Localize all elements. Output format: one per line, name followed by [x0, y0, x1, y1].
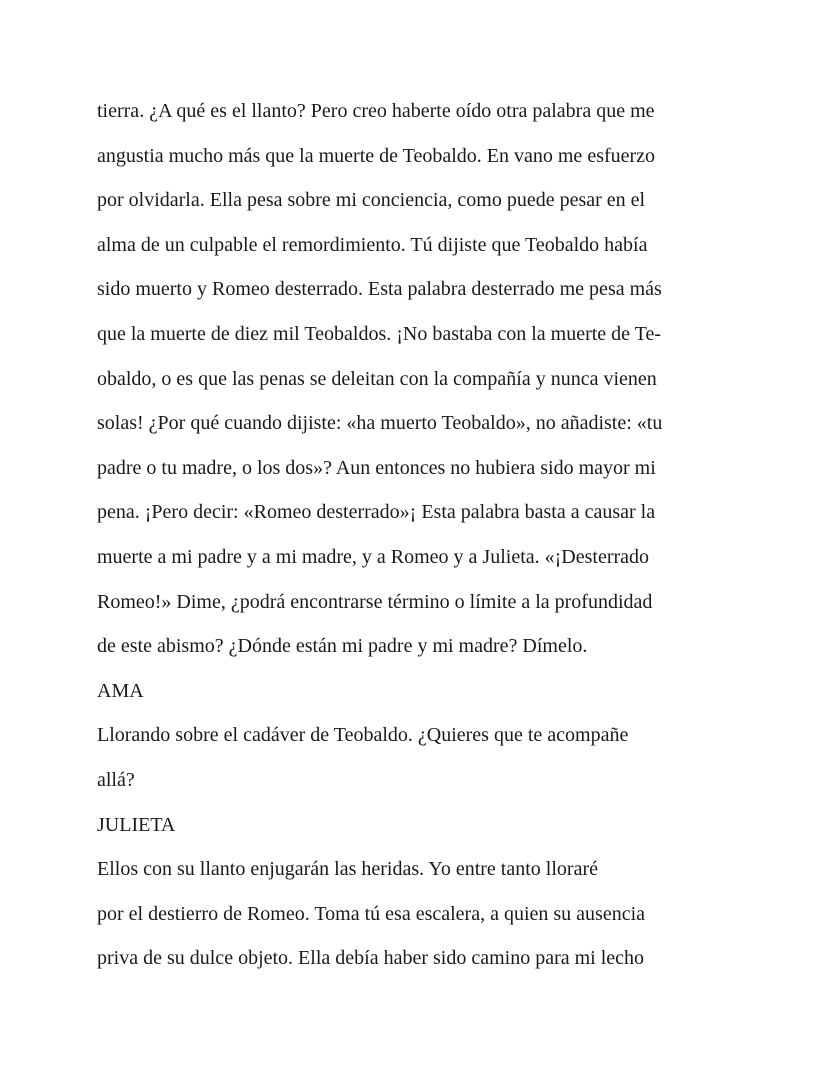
text-line-1: tierra. ¿A qué es el llanto? Pero creo haberte oído otra palabra que me: [97, 100, 655, 122]
text-line-15: Llorando sobre el cadáver de Teobaldo. ¿Quieres que te acompañe: [97, 724, 629, 747]
text-line-19: por el destierro de Romeo. Toma tú esa escalera, a quien su ausencia: [97, 902, 646, 925]
text-body: [97, 93, 787, 985]
speaker-name-ama: AMA: [97, 679, 144, 702]
text-line-20: priva de su dulce objeto. Ella debía haber sido camino para mi lecho: [97, 947, 645, 970]
text-line-5: sido muerto y Romeo desterrado. Esta palabra desterrado me pesa más: [97, 278, 662, 301]
speaker-name-julieta: JULIETA: [97, 813, 176, 836]
text-line-12: Romeo!» Dime, ¿podrá encontrarse término o límite a la profundidad: [97, 590, 653, 613]
text-line-13: de este abismo? ¿Dónde están mi padre y mi madre? Dímelo.: [97, 635, 588, 658]
text-line-3: por olvidarla. Ella pesa sobre mi conciencia, como puede pesar en el: [97, 189, 646, 212]
text-line-9: padre o tu madre, o los dos»? Aun entonces no hubiera sido mayor mi: [97, 456, 656, 479]
text-line-10: pena. ¡Pero decir: «Romeo desterrado»¡ Esta palabra basta a causar la: [97, 501, 656, 524]
text-line-11: muerte a mi padre y a mi madre, y a Romeo y a Julieta. «¡Desterrado: [97, 545, 650, 568]
text-line-18: Ellos con su llanto enjugarán las heridas. Yo entre tanto lloraré: [97, 858, 598, 881]
text-line-8: solas! ¿Por qué cuando dijiste: «ha muerto Teobaldo», no añadiste: «tu: [97, 412, 663, 435]
text-line-6: que la muerte de diez mil Teobaldos. ¡No bastaba con la muerte de Te-: [97, 322, 662, 345]
text-line-4: alma de un culpable el remordimiento. Tú dijiste que Teobaldo había: [97, 233, 648, 256]
text-line-16: allá?: [97, 768, 135, 791]
text-line-2: angustia mucho más que la muerte de Teobaldo. En vano me esfuerzo: [97, 144, 656, 167]
text-line-7: obaldo, o es que las penas se deleitan con la compañía y nunca vienen: [97, 367, 657, 390]
